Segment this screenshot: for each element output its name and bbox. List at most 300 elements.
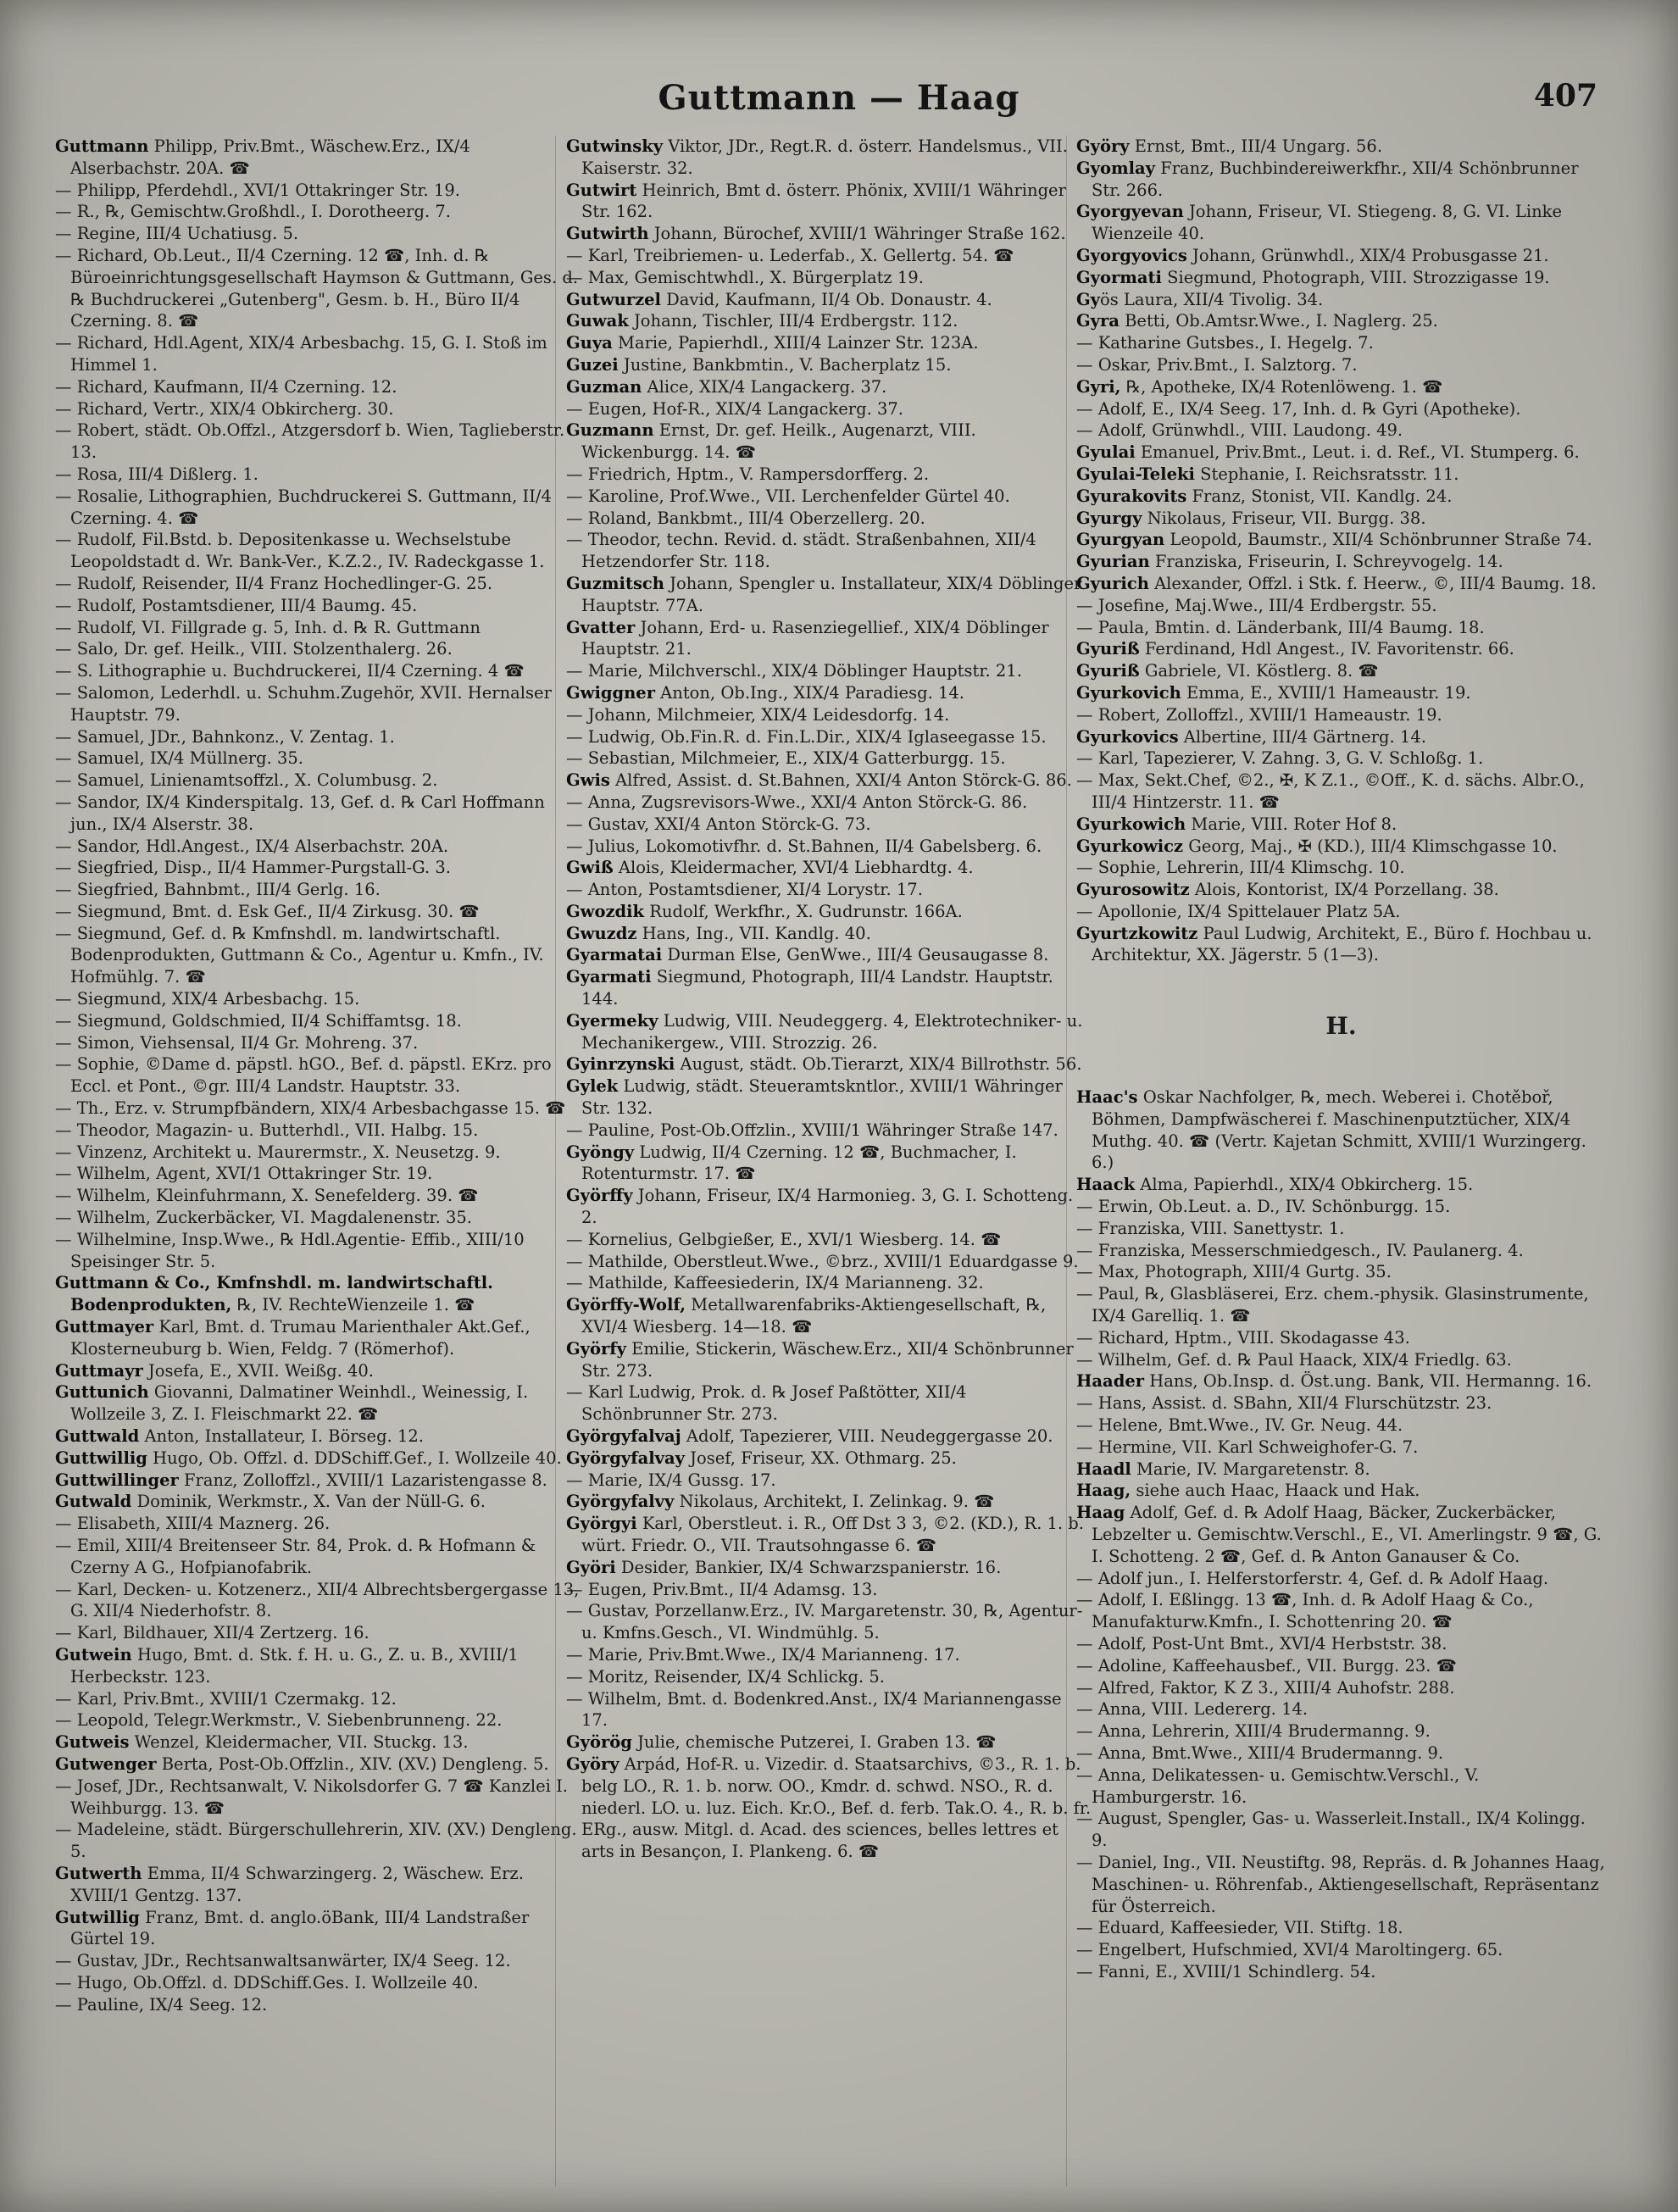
entry-surname: Guzei: [566, 354, 619, 375]
entry-surname: Gyurian: [1076, 552, 1150, 572]
entry-text: — Eduard, Kaffeesieder, VII. Stiftg. 18.: [1076, 1918, 1403, 1938]
entry-text: — Adolf, Grünwhdl., VIII. Laudong. 49.: [1076, 420, 1403, 441]
directory-entry: [55, 1426, 581, 1448]
directory-entry: [566, 1142, 1092, 1186]
entry-text: Wenzel, Kleidermacher, VII. Stuckg. 13.: [129, 1732, 469, 1753]
entry-text: — Samuel, Linienamtsoffzl., X. Columbusg. 2.: [55, 770, 438, 791]
entry-text: — Wilhelm, Bmt. d. Bodenkred.Anst., IX/4 Mariannengasse 17.: [566, 1688, 1062, 1731]
column-3-top: [1076, 136, 1606, 966]
directory-entry: [566, 923, 1092, 945]
directory-entry: [55, 1032, 581, 1054]
directory-entry: [566, 1579, 1092, 1601]
entry-text: — Salomon, Lederhdl. u. Schuhm.Zugehör, XVII. Hernalser Hauptstr. 79.: [55, 682, 552, 725]
directory-entry: [55, 464, 581, 486]
directory-entry: [55, 1010, 581, 1032]
directory-entry: [566, 836, 1092, 858]
directory-entry: [1076, 682, 1606, 704]
entry-text: siehe auch Haac, Haack und Hak.: [1131, 1481, 1420, 1501]
directory-entry: [1076, 201, 1606, 245]
entry-text: Stephanie, I. Reichsratsstr. 11.: [1194, 464, 1459, 484]
entry-text: Alfred, Assist. d. St.Bahnen, XXI/4 Anton Störck-G. 86.: [609, 770, 1072, 791]
directory-entry: [1076, 464, 1606, 486]
entry-surname: Gutweis: [55, 1732, 130, 1753]
directory-entry: [566, 223, 1092, 245]
directory-entry: [566, 1010, 1092, 1054]
directory-entry: [1076, 770, 1606, 814]
directory-entry: [55, 1098, 581, 1120]
entry-surname: Györy: [1076, 136, 1130, 156]
directory-entry: [55, 1381, 581, 1426]
directory-entry: [1076, 1437, 1606, 1459]
directory-entry: [55, 660, 581, 682]
entry-text: — Rudolf, Reisender, II/4 Franz Hochedlinger-G. 25.: [55, 573, 493, 593]
entry-text: — S. Lithographie u. Buchdruckerei, II/4 Czerning. 4 ☎: [55, 661, 525, 681]
entry-surname: Gutwillig: [55, 1907, 140, 1927]
directory-entry: [566, 1753, 1092, 1863]
directory-entry: [1076, 1568, 1606, 1590]
entry-surname: Haadl: [1076, 1459, 1131, 1479]
entry-text: — Paula, Bmtin. d. Länderbank, III/4 Baumg. 18.: [1076, 617, 1485, 637]
entry-surname: Gyurgy: [1076, 508, 1142, 528]
directory-entry: [1076, 901, 1606, 923]
directory-entry: [1076, 1765, 1606, 1809]
entry-text: — Siegmund, XIX/4 Arbesbachg. 15.: [55, 989, 360, 1009]
entry-surname: Gutwinsky: [566, 136, 664, 156]
entry-text: — Josef, JDr., Rechtsanwalt, V. Nikolsdorfer G. 7 ☎ Kanzlei I. Weihburgg. 13. ☎: [55, 1776, 568, 1818]
entry-text: — Marie, Priv.Bmt.Wwe., IX/4 Marianneng. 17.: [566, 1644, 960, 1665]
directory-entry: [55, 1053, 581, 1098]
entry-text: — Max, Gemischtwhdl., X. Bürgerplatz 19.: [566, 267, 924, 287]
entry-text: Rudolf, Werkfhr., X. Gudrunstr. 166A.: [644, 901, 963, 921]
entry-text: — Anton, Postamtsdiener, XI/4 Lorystr. 17.: [566, 880, 923, 900]
entry-text: Hans, Ing., VII. Kandlg. 40.: [636, 923, 871, 943]
directory-entry: [55, 836, 581, 858]
entry-surname: Gyra: [1076, 311, 1120, 331]
directory-entry: [1076, 245, 1606, 267]
directory-entry: [1076, 1349, 1606, 1371]
entry-text: — Kornelius, Gelbgießer, E., XVI/1 Wiesberg. 14. ☎: [566, 1229, 1002, 1249]
entry-text: — Franziska, Messerschmiedgesch., IV. Paulanerg. 4.: [1076, 1240, 1524, 1260]
entry-text: — Mathilde, Kaffeesiederin, IX/4 Marianneng. 32.: [566, 1273, 984, 1293]
entry-text: — Anna, Lehrerin, XIII/4 Brudermanng. 9.: [1076, 1721, 1431, 1742]
entry-text: Siegmund, Photograph, III/4 Landstr. Hauptstr. 144.: [581, 967, 1053, 1009]
entry-text: — Engelbert, Hufschmied, XVI/4 Maroltingerg. 65.: [1076, 1940, 1503, 1960]
directory-entry: [1076, 551, 1606, 573]
directory-entry: [55, 1753, 581, 1776]
directory-entry: [55, 617, 581, 639]
entry-text: Alexander, Offzl. i Stk. f. Heerw., ©, III/4 Baumg. 18.: [1148, 573, 1597, 593]
directory-entry: [55, 201, 581, 223]
entry-text: — Wilhelm, Agent, XVI/1 Ottakringer Str. 19.: [55, 1164, 433, 1184]
directory-entry: [1076, 879, 1606, 901]
directory-entry: [566, 1600, 1092, 1644]
entry-surname: Gutwirt: [566, 180, 637, 200]
directory-entry: [1076, 573, 1606, 595]
entry-text: Dominik, Werkmstr., X. Van der Nüll-G. 6.: [131, 1492, 486, 1512]
entry-text: — Adolf, I. Eßlingg. 13 ☎, Inh. d. ℞ Adolf Haag & Co., Manufakturw.Kmfn., I. Schottenring 20. ☎: [1076, 1590, 1534, 1632]
entry-text: Franz, Buchbindereiwerkfhr., XII/4 Schönbrunner Str. 266.: [1092, 158, 1579, 200]
directory-entry: [55, 879, 581, 901]
directory-entry: [566, 398, 1092, 420]
entry-text: Adolf, Gef. d. ℞ Adolf Haag, Bäcker, Zuckerbäcker, Lebzelter u. Gemischtw.Verschl., E., VI. Amerlingstr. 9 ☎, G. I. Schotteng. 2 ☎, Gef. d. ℞ Anton Ganauser & Co.: [1092, 1503, 1602, 1566]
entry-text: Alois, Kontorist, IX/4 Porzellang. 38.: [1189, 880, 1499, 900]
entry-text: Nikolaus, Friseur, VII. Burgg. 38.: [1142, 508, 1426, 528]
entry-text: Johann, Tischler, III/4 Erdbergstr. 112.: [628, 311, 958, 331]
directory-entry: [1076, 857, 1606, 879]
entry-text: — Simon, Viehsensal, II/4 Gr. Mohreng. 37.: [55, 1032, 419, 1053]
entry-surname: Haag,: [1076, 1481, 1131, 1501]
entry-text: — Alfred, Faktor, K Z 3., XIII/4 Auhofstr. 288.: [1076, 1677, 1455, 1698]
entry-surname: Gyulai-Teleki: [1076, 464, 1195, 484]
entry-text: — Regine, III/4 Uchatiusg. 5.: [55, 224, 299, 244]
directory-entry: [55, 1863, 581, 1907]
entry-surname: Gyorgyovics: [1076, 245, 1187, 265]
entry-text: — Fanni, E., XVIII/1 Schindlerg. 54.: [1076, 1961, 1376, 1981]
entry-surname: Gyurakovits: [1076, 486, 1187, 506]
directory-entry: [55, 223, 581, 245]
entry-text: Emilie, Stickerin, Wäschew.Erz., XII/4 Schönbrunner Str. 273.: [581, 1338, 1074, 1381]
entry-text: — Wilhelm, Zuckerbäcker, VI. Magdalenenstr. 35.: [55, 1208, 472, 1228]
entry-text: Ernst, Dr. gef. Heilk., Augenarzt, VIII. Wickenburgg. 14. ☎: [581, 420, 976, 463]
entry-text: — Wilhelmine, Insp.Wwe., ℞ Hdl.Agentie- Effib., XIII/10 Speisinger Str. 5.: [55, 1229, 525, 1271]
entry-text: — Anna, Delikatessen- u. Gemischtw.Verschl., V. Hamburgerstr. 16.: [1076, 1765, 1480, 1807]
entry-text: Franz, Zolloffzl., XVIII/1 Lazaristengasse 8.: [178, 1470, 547, 1490]
entry-surname: Gyurich: [1076, 573, 1149, 593]
entry-text: — Marie, Milchverschl., XIX/4 Döblinger Hauptstr. 21.: [566, 661, 1022, 681]
entry-surname: Guttmayr: [55, 1360, 143, 1381]
entry-text: Julie, chemische Putzerei, I. Graben 13. ☎: [631, 1732, 997, 1753]
directory-entry: [566, 1272, 1092, 1294]
directory-entry: [1076, 442, 1606, 464]
directory-entry: [566, 770, 1092, 792]
directory-entry: [1076, 1370, 1606, 1392]
entry-surname: Guzman: [566, 376, 642, 397]
entry-text: Desider, Bankier, IX/4 Schwarzspanierstr. 16.: [615, 1557, 1002, 1577]
entry-text: — Helene, Bmt.Wwe., IV. Gr. Neug. 44.: [1076, 1415, 1403, 1436]
directory-entry: [55, 1470, 581, 1492]
directory-entry: [566, 1426, 1092, 1448]
directory-entry: [566, 376, 1092, 398]
directory-entry: [55, 486, 581, 530]
entry-surname: Gyarmati: [566, 967, 652, 987]
entry-text: Ernst, Bmt., III/4 Ungarg. 56.: [1129, 136, 1383, 156]
entry-surname: Gyurkovich: [1076, 682, 1181, 703]
directory-entry: [55, 1513, 581, 1535]
directory-entry: [566, 420, 1092, 464]
directory-entry: [55, 1688, 581, 1710]
entry-text: — Josefine, Maj.Wwe., III/4 Erdbergstr. 55.: [1076, 595, 1437, 615]
directory-entry: [1076, 923, 1606, 967]
directory-entry: [55, 180, 581, 202]
entry-surname: Gyurtzkowitz: [1076, 923, 1198, 943]
entry-surname: Gyuriß: [1076, 661, 1140, 681]
entry-text: — Robert, städt. Ob.Offzl., Atzgersdorf b. Wien, Taglieberstr. 13.: [55, 420, 565, 463]
entry-surname: Guwak: [566, 311, 629, 331]
entry-text: Ludwig, VIII. Neudeggerg. 4, Elektrotechniker- u. Mechanikergew., VIII. Strozzig. 26.: [581, 1010, 1083, 1053]
directory-entry: [1076, 836, 1606, 858]
entry-text: Franziska, Friseurin, I. Schreyvogelg. 14.: [1149, 552, 1503, 572]
entry-text: Karl, Oberstleut. i. R., Off Dst 3 3, ©2. (KD.), R. 1. b. würt. Friedr. O., VII. Trautsohngasse 6. ☎: [581, 1514, 1084, 1555]
directory-entry: [55, 1185, 581, 1207]
directory-entry: [566, 660, 1092, 682]
directory-entry: [55, 923, 581, 988]
entry-surname: Gyurgyan: [1076, 530, 1165, 550]
entry-text: — Rosa, III/4 Dißlerg. 1.: [55, 464, 258, 484]
entry-text: — Karl, Bildhauer, XII/4 Zertzerg. 16.: [55, 1623, 369, 1643]
entry-surname: Gwis: [566, 770, 610, 791]
entry-text: Oskar Nachfolger, ℞, mech. Weberei i. Chotěboř, Böhmen, Dampfwäscherei f. Maschinenputztücher, XIX/4 Muthg. 40. ☎ (Vertr. Kajetan Schmitt, XVIII/1 Wurzingerg. 6.): [1092, 1087, 1586, 1173]
directory-entry: [566, 464, 1092, 486]
entry-text: — Erwin, Ob.Leut. a. D., IV. Schönburgg. 15.: [1076, 1197, 1451, 1217]
directory-entry: [566, 1644, 1092, 1666]
directory-entry: [55, 682, 581, 726]
directory-entry: [1076, 1917, 1606, 1939]
directory-entry: [1076, 1087, 1606, 1174]
directory-entry: [1076, 1480, 1606, 1502]
entry-text: — Eugen, Priv.Bmt., II/4 Adamsg. 13.: [566, 1579, 878, 1599]
directory-entry: [1076, 1240, 1606, 1262]
directory-entry: [55, 1120, 581, 1142]
entry-text: — Max, Sekt.Chef, ©2., ✠, K Z.1., ©Off., K. d. sächs. Albr.O., III/4 Hintzerstr. 11. ☎: [1076, 770, 1585, 812]
entry-surname: Gy: [1076, 289, 1100, 309]
directory-entry: [55, 595, 581, 617]
directory-entry: [566, 245, 1092, 267]
entry-text: — Oskar, Priv.Bmt., I. Salztorg. 7.: [1076, 354, 1358, 375]
directory-entry: [1076, 638, 1606, 660]
directory-entry: [566, 1229, 1092, 1251]
entry-text: — Karl, Tapezierer, V. Zahng. 3, G. V. Schloßg. 1.: [1076, 748, 1484, 769]
directory-entry: [1076, 267, 1606, 289]
entry-text: — R., ℞, Gemischtw.Großhdl., I. Dorotheerg. 7.: [55, 202, 451, 222]
directory-entry: [566, 1053, 1092, 1075]
entry-text: Johann, Spengler u. Installateur, XIX/4 Döblinger Hauptstr. 77A.: [581, 573, 1082, 615]
column-1: [55, 136, 581, 2187]
entry-text: — Richard, Hdl.Agent, XIX/4 Arbesbachg. 15, G. I. Stoß im Himmel 1.: [55, 333, 547, 375]
directory-entry: [55, 1972, 581, 1994]
entry-surname: Györgyi: [566, 1514, 637, 1534]
entry-text: — Karl, Treibriemen- u. Lederfab., X. Gellertg. 54. ☎: [566, 245, 1014, 265]
directory-entry: [55, 1622, 581, 1644]
entry-text: Franz, Bmt. d. anglo.öBank, III/4 Landstraßer Gürtel 19.: [70, 1907, 530, 1949]
directory-entry: [55, 770, 581, 792]
entry-text: — Rudolf, Fil.Bstd. b. Depositenkasse u. Wechselstube Leopoldstadt d. Wr. Bank-Ver., K.Z.2., IV. Radeckgasse 1.: [55, 530, 545, 572]
directory-entry: [55, 1316, 581, 1360]
entry-surname: Gyinrzynski: [566, 1054, 675, 1075]
entry-surname: Gyurkowich: [1076, 814, 1186, 834]
entry-text: — Rudolf, Postamtsdiener, III/4 Baumg. 45.: [55, 595, 418, 615]
directory-entry: [55, 1907, 581, 1951]
section-letter: H.: [1325, 1012, 1357, 1041]
entry-text: — Karoline, Prof.Wwe., VII. Lerchenfelder Gürtel 40.: [566, 486, 1010, 506]
entry-text: Ferdinand, Hdl Angest., IV. Favoritenstr. 66.: [1139, 639, 1514, 659]
directory-entry: [1076, 1196, 1606, 1218]
entry-text: Durman Else, GenWwe., III/4 Geusaugasse 8.: [662, 945, 1049, 965]
entry-surname: Gwuzdz: [566, 923, 637, 943]
directory-entry: [55, 136, 581, 180]
directory-entry: [566, 748, 1092, 770]
entry-text: — Rudolf, VI. Fillgrade g. 5, Inh. d. ℞ R. Guttmann: [55, 617, 481, 637]
entry-text: — Eugen, Hof-R., XIX/4 Langackerg. 37.: [566, 398, 903, 419]
entry-surname: Györffy: [566, 1186, 633, 1206]
entry-text: ℞, Apotheke, IX/4 Rotenlöweng. 1. ☎: [1120, 376, 1443, 397]
entry-surname: Gylek: [566, 1076, 619, 1097]
directory-entry: [1076, 814, 1606, 836]
entry-text: Leopold, Baumstr., XII/4 Schönbrunner Straße 74.: [1164, 530, 1592, 550]
directory-entry: [566, 944, 1092, 966]
entry-text: Johann, Grünwhdl., XIX/4 Probusgasse 21.: [1186, 245, 1549, 265]
entry-surname: Gutwerth: [55, 1863, 142, 1883]
entry-surname: Gyri,: [1076, 376, 1121, 397]
directory-entry: [1076, 1939, 1606, 1961]
entry-text: — Siegmund, Bmt. d. Esk Gef., II/4 Zirkusg. 30. ☎: [55, 901, 480, 921]
directory-entry: [566, 726, 1092, 748]
directory-entry: [1076, 529, 1606, 551]
directory-entry: [1076, 1261, 1606, 1283]
entry-text: August, städt. Ob.Tierarzt, XIX/4 Billrothstr. 56.: [675, 1054, 1082, 1075]
entry-surname: Gyarmatai: [566, 945, 663, 965]
directory-entry: [566, 1557, 1092, 1579]
directory-entry: [566, 879, 1092, 901]
entry-text: — Philipp, Pferdehdl., XVI/1 Ottakringer Str. 19.: [55, 180, 460, 200]
entry-text: — Adolf, Post-Unt Bmt., XVI/4 Herbststr. 38.: [1076, 1634, 1447, 1653]
entry-surname: Guttmann: [55, 136, 149, 156]
entry-text: Karl, Bmt. d. Trumau Marienthaler Akt.Gef., Klosterneuburg b. Wien, Feldg. 7 (Römerhof).: [70, 1317, 531, 1359]
directory-entry: [1076, 398, 1606, 420]
entry-text: — Karl Ludwig, Prok. d. ℞ Josef Paßtötter, XII/4 Schönbrunner Str. 273.: [566, 1382, 967, 1425]
directory-entry: [1076, 1459, 1606, 1481]
entry-text: — Karl, Priv.Bmt., XVIII/1 Czermakg. 12.: [55, 1688, 397, 1709]
entry-text: — Ludwig, Ob.Fin.R. d. Fin.L.Dir., XIX/4 Iglaseegasse 15.: [566, 726, 1047, 747]
directory-entry: [566, 573, 1092, 617]
directory-entry: [55, 1709, 581, 1731]
entry-text: — Theodor, Magazin- u. Butterhdl., VII. Halbg. 15.: [55, 1120, 479, 1140]
entry-surname: Guzmann: [566, 420, 654, 441]
entry-text: — Richard, Kaufmann, II/4 Czerning. 12.: [55, 376, 397, 397]
column-3-bottom: [1076, 1087, 1606, 1983]
entry-text: — Siegmund, Goldschmied, II/4 Schiffamtsg. 18.: [55, 1010, 462, 1031]
entry-surname: Guttwillig: [55, 1448, 147, 1468]
entry-text: ℞, IV. RechteWienzeile 1. ☎: [231, 1295, 475, 1315]
entry-text: — Adolf, E., IX/4 Seeg. 17, Inh. d. ℞ Gyri (Apotheke).: [1076, 398, 1521, 419]
directory-entry: [55, 638, 581, 660]
directory-entry: [55, 573, 581, 595]
entry-text: Johann, Friseur, IX/4 Harmonieg. 3, G. I. Schotteng. 2.: [581, 1186, 1074, 1228]
directory-entry: [566, 1731, 1092, 1753]
entry-text: Hugo, Ob. Offzl. d. DDSchiff.Gef., I. Wollzeile 40.: [147, 1448, 562, 1468]
entry-surname: Gyulai: [1076, 442, 1136, 463]
directory-entry: [566, 136, 1092, 180]
directory-entry: [55, 1272, 581, 1316]
entry-surname: Guttmayer: [55, 1317, 154, 1337]
directory-entry: [1076, 1677, 1606, 1699]
entry-surname: Györffy-Wolf,: [566, 1295, 686, 1315]
directory-entry: [1076, 1742, 1606, 1765]
directory-entry: [1076, 660, 1606, 682]
entry-surname: Gyorgyevan: [1076, 202, 1184, 222]
entry-text: — Anna, Zugsrevisors-Wwe., XXI/4 Anton Störck-G. 86.: [566, 792, 1028, 812]
directory-entry: [55, 1819, 581, 1863]
entry-text: — Siegmund, Gef. d. ℞ Kmfnshdl. m. landwirtschaftl. Bodenprodukten, Guttmann & Co., Agentur u. Kmfn., IV. Hofmühlg. 7. ☎: [55, 923, 544, 987]
directory-entry: [55, 1229, 581, 1273]
directory-entry: [55, 1448, 581, 1470]
entry-text: Johann, Erd- u. Rasenziegellief., XIX/4 Döblinger Hauptstr. 21.: [581, 617, 1049, 659]
entry-surname: Haac's: [1076, 1087, 1138, 1108]
directory-entry: [55, 1579, 581, 1623]
entry-surname: Gwiß: [566, 858, 614, 878]
entry-surname: Guttwald: [55, 1426, 140, 1447]
entry-text: — Theodor, techn. Revid. d. städt. Straßenbahnen, XII/4 Hetzendorfer Str. 118.: [566, 530, 1036, 572]
directory-entry: [566, 1381, 1092, 1426]
directory-entry: [566, 1666, 1092, 1688]
directory-entry: [1076, 1961, 1606, 1983]
directory-entry: [55, 988, 581, 1010]
entry-text: Gabriele, VI. Köstlerg. 8. ☎: [1139, 661, 1379, 681]
entry-surname: Guttunich: [55, 1382, 149, 1403]
directory-entry: [566, 901, 1092, 923]
directory-entry: [55, 1776, 581, 1820]
directory-entry: [1076, 508, 1606, 530]
entry-text: — Hermine, VII. Karl Schweighofer-G. 7.: [1076, 1437, 1419, 1457]
entry-text: Alma, Papierhdl., XIX/4 Obkircherg. 15.: [1135, 1175, 1474, 1195]
directory-entry: [55, 398, 581, 420]
directory-entry: [1076, 704, 1606, 726]
entry-text: — Sandor, Hdl.Angest., IX/4 Alserbachstr. 20A.: [55, 836, 449, 856]
directory-entry: [1076, 158, 1606, 202]
entry-surname: Gutwald: [55, 1492, 132, 1512]
directory-entry: [55, 1731, 581, 1753]
entry-surname: Haag: [1076, 1503, 1125, 1523]
directory-entry: [566, 1120, 1092, 1142]
directory-entry: [566, 1448, 1092, 1470]
directory-entry: [1076, 595, 1606, 617]
directory-entry: [566, 508, 1092, 530]
directory-entry: [566, 1513, 1092, 1557]
column-2: [566, 136, 1092, 2187]
directory-entry: [55, 1360, 581, 1382]
directory-entry: [55, 1535, 581, 1579]
entry-text: Arpád, Hof-R. u. Vizedir. d. Staatsarchivs, ©3., R. 1. b. belg LO., R. 1. b. norw. OO., Kmdr. d. schwd. NSO., R. d. niederl. LO. u. luz. Eich. Kr.O., Bef. d. ferb. Tak.O. 4., R. b. fr. ERg., ausw. Mitgl. d. Acad. des sciences, belles lettres et arts in Besançon, I. Plankeng. 6. ☎: [581, 1753, 1092, 1862]
entry-text: — Rosalie, Lithographien, Buchdruckerei S. Guttmann, II/4 Czerning. 4. ☎: [55, 486, 552, 528]
entry-text: — Anna, Bmt.Wwe., XIII/4 Brudermanng. 9.: [1076, 1742, 1444, 1763]
entry-text: Adolf, Tapezierer, VIII. Neudeggergasse 20.: [681, 1426, 1053, 1447]
entry-surname: Györgyfalvaj: [566, 1426, 681, 1447]
entry-text: — Moritz, Reisender, IX/4 Schlickg. 5.: [566, 1666, 885, 1687]
directory-entry: [55, 1491, 581, 1513]
directory-entry: [1076, 1502, 1606, 1567]
entry-surname: Guttwillinger: [55, 1470, 179, 1490]
directory-entry: [566, 704, 1092, 726]
directory-entry: [1076, 1808, 1606, 1852]
entry-text: Emma, E., XVIII/1 Hameaustr. 19.: [1181, 682, 1471, 703]
directory-entry: [566, 289, 1092, 311]
entry-text: Emanuel, Priv.Bmt., Leut. i. d. Ref., VI. Stumperg. 6.: [1135, 442, 1580, 463]
entry-text: — Mathilde, Oberstleut.Wwe., ©brz., XVIII/1 Eduardgasse 9.: [566, 1251, 1079, 1271]
directory-entry: [566, 966, 1092, 1010]
column-3: [1076, 136, 1606, 2187]
entry-text: — August, Spengler, Gas- u. Wasserleit.Install., IX/4 Kolingg. 9.: [1076, 1809, 1586, 1851]
entry-text: Ludwig, II/4 Czerning. 12 ☎, Buchmacher, I. Rotenturmstr. 17. ☎: [581, 1142, 1017, 1184]
entry-surname: Györgyfalvy: [566, 1492, 675, 1512]
directory-entry: [566, 1338, 1092, 1382]
entry-surname: Haader: [1076, 1371, 1145, 1392]
directory-entry: [566, 1688, 1092, 1732]
entry-text: — Sebastian, Milchmeier, E., XIX/4 Gatterburgg. 15.: [566, 748, 1006, 769]
entry-text: — Marie, IX/4 Gussg. 17.: [566, 1470, 776, 1490]
directory-entry: [55, 529, 581, 573]
entry-surname: Györög: [566, 1732, 632, 1753]
entry-text: Heinrich, Bmt d. österr. Phönix, XVIII/1 Währinger Str. 162.: [581, 180, 1066, 222]
entry-text: Josef, Friseur, XX. Othmarg. 25.: [684, 1448, 957, 1468]
